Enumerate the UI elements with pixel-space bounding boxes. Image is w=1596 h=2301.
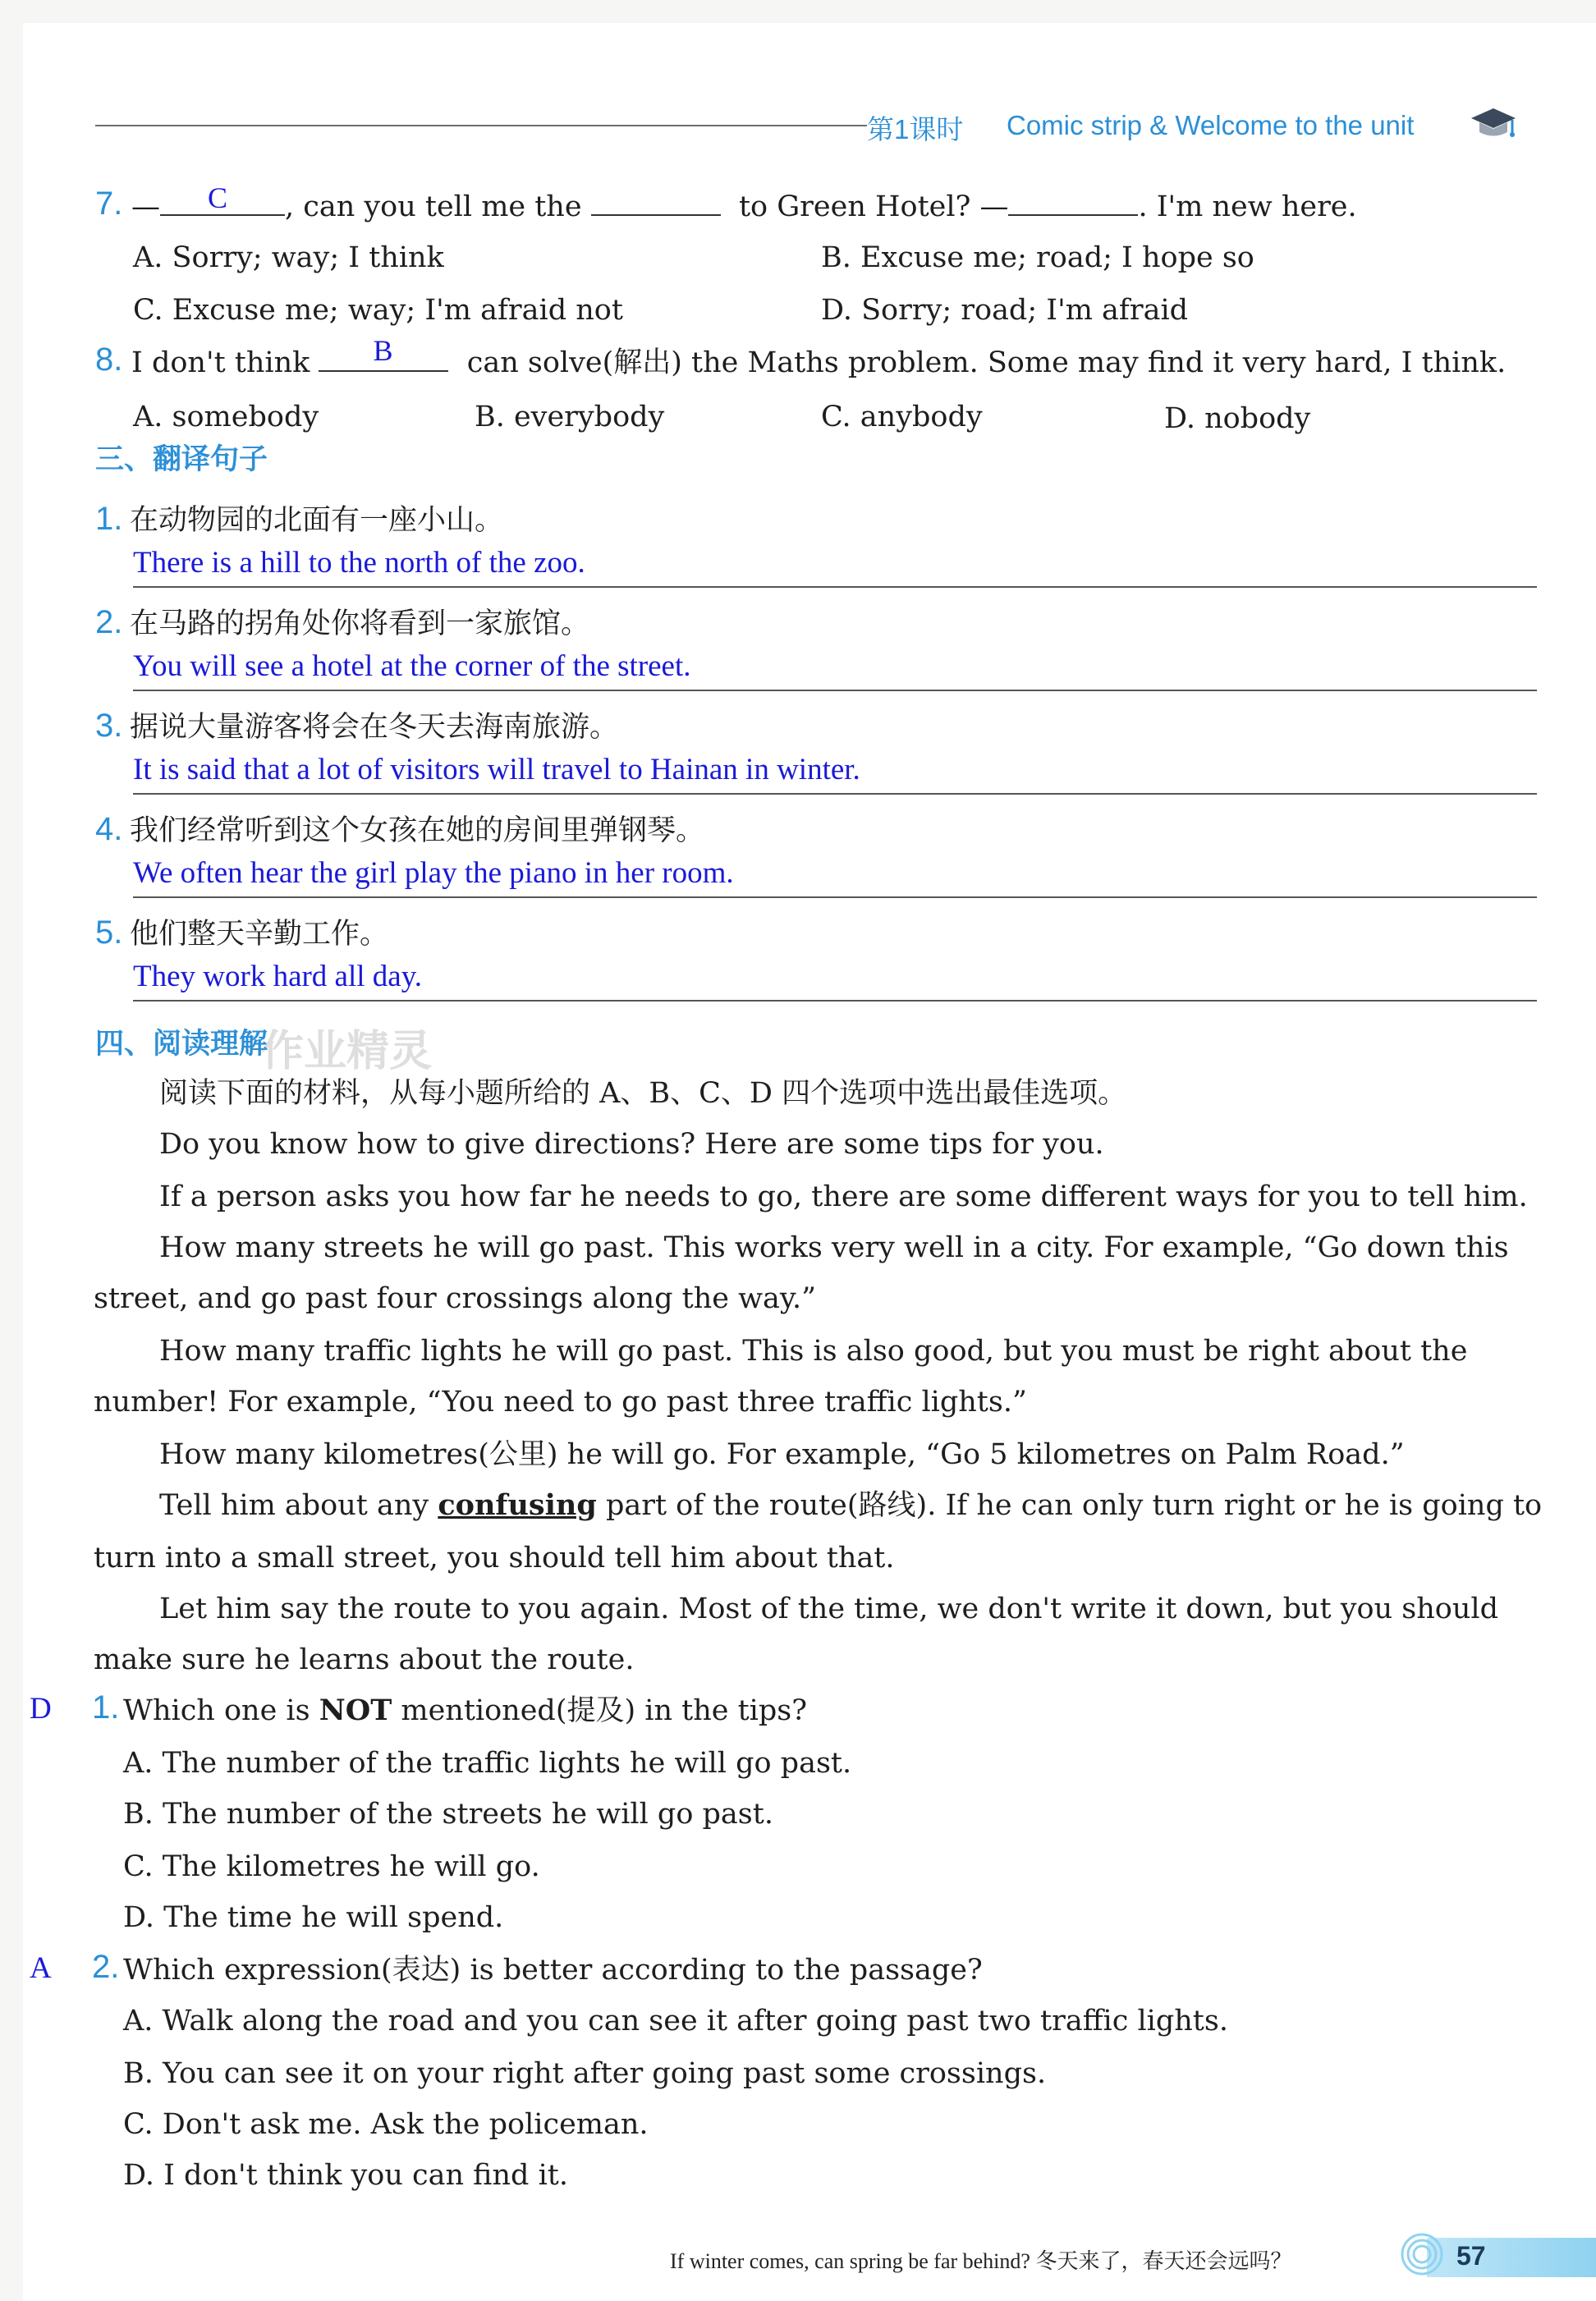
q8-number: 8. bbox=[95, 341, 123, 378]
rq2-option-c: C. Don't ask me. Ask the policeman. bbox=[123, 2108, 649, 2141]
footer-quote: If winter comes, can spring be far behind? 冬天来了，春天还会远吗？ bbox=[670, 2249, 1292, 2273]
watermark-logo: 作业精灵 bbox=[261, 1027, 433, 1076]
q8-answer: B bbox=[373, 334, 393, 367]
s3-item3-rule bbox=[133, 793, 1537, 795]
p6-pre: Tell him about any bbox=[159, 1489, 429, 1522]
rq2-stem: Which expression(表达) is better according to the passage? bbox=[123, 1954, 983, 1987]
q8-option-c: C. anybody bbox=[821, 401, 983, 433]
q8-option-a: A. somebody bbox=[133, 401, 319, 433]
q7-part2: to Green Hotel? — bbox=[738, 190, 1009, 223]
s3-item2-rule bbox=[133, 690, 1537, 691]
rq1-stem-not: NOT bbox=[319, 1694, 392, 1727]
q7-blank-2 bbox=[591, 190, 721, 216]
s3-item2-answer: You will see a hotel at the corner of the street. bbox=[133, 649, 691, 683]
rq2-answer: A bbox=[30, 1951, 52, 1985]
q8-stem bbox=[131, 334, 1507, 381]
passage-p7a: Let him say the route to you again. Most of the time, we don't write it down, but you should bbox=[159, 1593, 1498, 1625]
s3-item1-answer: There is a hill to the north of the zoo. bbox=[133, 546, 585, 580]
passage-p4b: number! For example, “You need to go past three traffic lights.” bbox=[94, 1386, 1027, 1419]
passage-p7b: make sure he learns about the route. bbox=[94, 1643, 635, 1676]
q8-blank bbox=[319, 334, 448, 372]
q7-part1: , can you tell me the bbox=[285, 190, 582, 223]
header-rule bbox=[95, 125, 867, 126]
s3-item2-chinese: 在马路的拐角处你将看到一家旅馆。 bbox=[130, 607, 590, 640]
q7-stem bbox=[131, 181, 1357, 225]
rq1-number: 1. bbox=[92, 1689, 120, 1726]
passage-p2: If a person asks you how far he needs to go, there are some different ways for you to tell him. bbox=[159, 1180, 1528, 1213]
q7-answer: C bbox=[208, 181, 228, 214]
passage-p4a: How many traffic lights he will go past. This is also good, but you must be right about the bbox=[159, 1335, 1468, 1368]
s3-item1-rule bbox=[133, 586, 1537, 588]
q7-blank-3 bbox=[1008, 190, 1138, 216]
s3-item3-answer: It is said that a lot of visitors will travel to Hainan in winter. bbox=[133, 753, 860, 786]
passage-p5: How many kilometres(公里) he will go. For example, “Go 5 kilometres on Palm Road.” bbox=[159, 1438, 1405, 1471]
graduation-cap-icon bbox=[1470, 105, 1517, 146]
rq1-stem bbox=[123, 1693, 807, 1729]
rq1-option-c: C. The kilometres he will go. bbox=[123, 1850, 540, 1883]
passage-p6b: turn into a small street, you should tell him about that. bbox=[94, 1542, 895, 1574]
s3-item1-number: 1. bbox=[95, 501, 123, 537]
rq1-option-d: D. The time he will spend. bbox=[123, 1901, 504, 1934]
q8-option-b: B. everybody bbox=[475, 401, 665, 433]
s3-item5-rule bbox=[133, 1000, 1537, 1002]
header-unit-title: Comic strip & Welcome to the unit bbox=[1007, 110, 1415, 140]
rq1-option-b: B. The number of the streets he will go past. bbox=[123, 1798, 773, 1831]
q8-part2: can solve(解出) the Maths problem. Some may find it very hard, I think. bbox=[466, 346, 1507, 379]
section4-title: 四、阅读理解 bbox=[95, 1028, 268, 1061]
s3-item5-chinese: 他们整天辛勤工作。 bbox=[130, 918, 389, 951]
q7-number: 7. bbox=[95, 186, 123, 222]
passage-p3b: street, and go past four crossings along the way.” bbox=[94, 1282, 817, 1315]
s3-item5-answer: They work hard all day. bbox=[133, 960, 423, 993]
rq2-option-a: A. Walk along the road and you can see it after going past two traffic lights. bbox=[123, 2005, 1228, 2037]
rq2-option-d: D. I don't think you can find it. bbox=[123, 2159, 568, 2192]
q7-part3: . I'm new here. bbox=[1138, 190, 1357, 223]
spiral-icon bbox=[1399, 2231, 1445, 2280]
s3-item3-chinese: 据说大量游客将会在冬天去海南旅游。 bbox=[130, 711, 619, 744]
p6-post: part of the route(路线). If he can only turn right or he is going to bbox=[605, 1489, 1543, 1522]
q8-option-d: D. nobody bbox=[1164, 402, 1311, 435]
passage-p1: Do you know how to give directions? Here are some tips for you. bbox=[159, 1128, 1104, 1161]
q7-option-c: C. Excuse me; way; I'm afraid not bbox=[133, 294, 623, 327]
rq1-option-a: A. The number of the traffic lights he will go past. bbox=[123, 1747, 852, 1780]
keyword-confusing: confusing bbox=[438, 1488, 597, 1522]
q7-dash: — bbox=[131, 190, 160, 223]
q7-option-a: A. Sorry; way; I think bbox=[133, 241, 444, 274]
s4-instruction: 阅读下面的材料，从每小题所给的 A、B、C、D 四个选项中选出最佳选项。 bbox=[159, 1077, 1127, 1110]
s3-item4-chinese: 我们经常听到这个女孩在她的房间里弹钢琴。 bbox=[130, 814, 705, 847]
passage-p3a: How many streets he will go past. This works very well in a city. For example, “Go down this bbox=[159, 1231, 1509, 1264]
q8-part1: I don't think bbox=[131, 346, 310, 379]
rq2-number: 2. bbox=[92, 1949, 120, 1985]
q7-option-d: D. Sorry; road; I'm afraid bbox=[821, 294, 1189, 327]
rq2-option-b: B. You can see it on your right after going past some crossings. bbox=[123, 2057, 1047, 2090]
s3-item4-number: 4. bbox=[95, 811, 123, 847]
s3-item4-rule bbox=[133, 896, 1537, 898]
s3-item2-number: 2. bbox=[95, 604, 123, 640]
rq1-stem-pre: Which one is bbox=[123, 1694, 310, 1727]
s3-item5-number: 5. bbox=[95, 914, 123, 951]
header-lesson: 第1课时 bbox=[867, 114, 964, 144]
q7-option-b: B. Excuse me; road; I hope so bbox=[821, 241, 1254, 274]
s3-item4-answer: We often hear the girl play the piano in her room. bbox=[133, 856, 734, 890]
q7-blank-1 bbox=[160, 181, 285, 216]
passage-p6a bbox=[159, 1487, 1542, 1524]
footer-bar bbox=[1427, 2238, 1596, 2277]
rq1-answer: D bbox=[30, 1692, 52, 1726]
s3-item3-number: 3. bbox=[95, 708, 123, 744]
rq1-stem-post: mentioned(提及) in the tips? bbox=[401, 1694, 807, 1727]
section3-title: 三、翻译句子 bbox=[95, 443, 268, 476]
page-number: 57 bbox=[1456, 2241, 1486, 2271]
page bbox=[23, 23, 1596, 2301]
s3-item1-chinese: 在动物园的北面有一座小山。 bbox=[130, 504, 504, 537]
